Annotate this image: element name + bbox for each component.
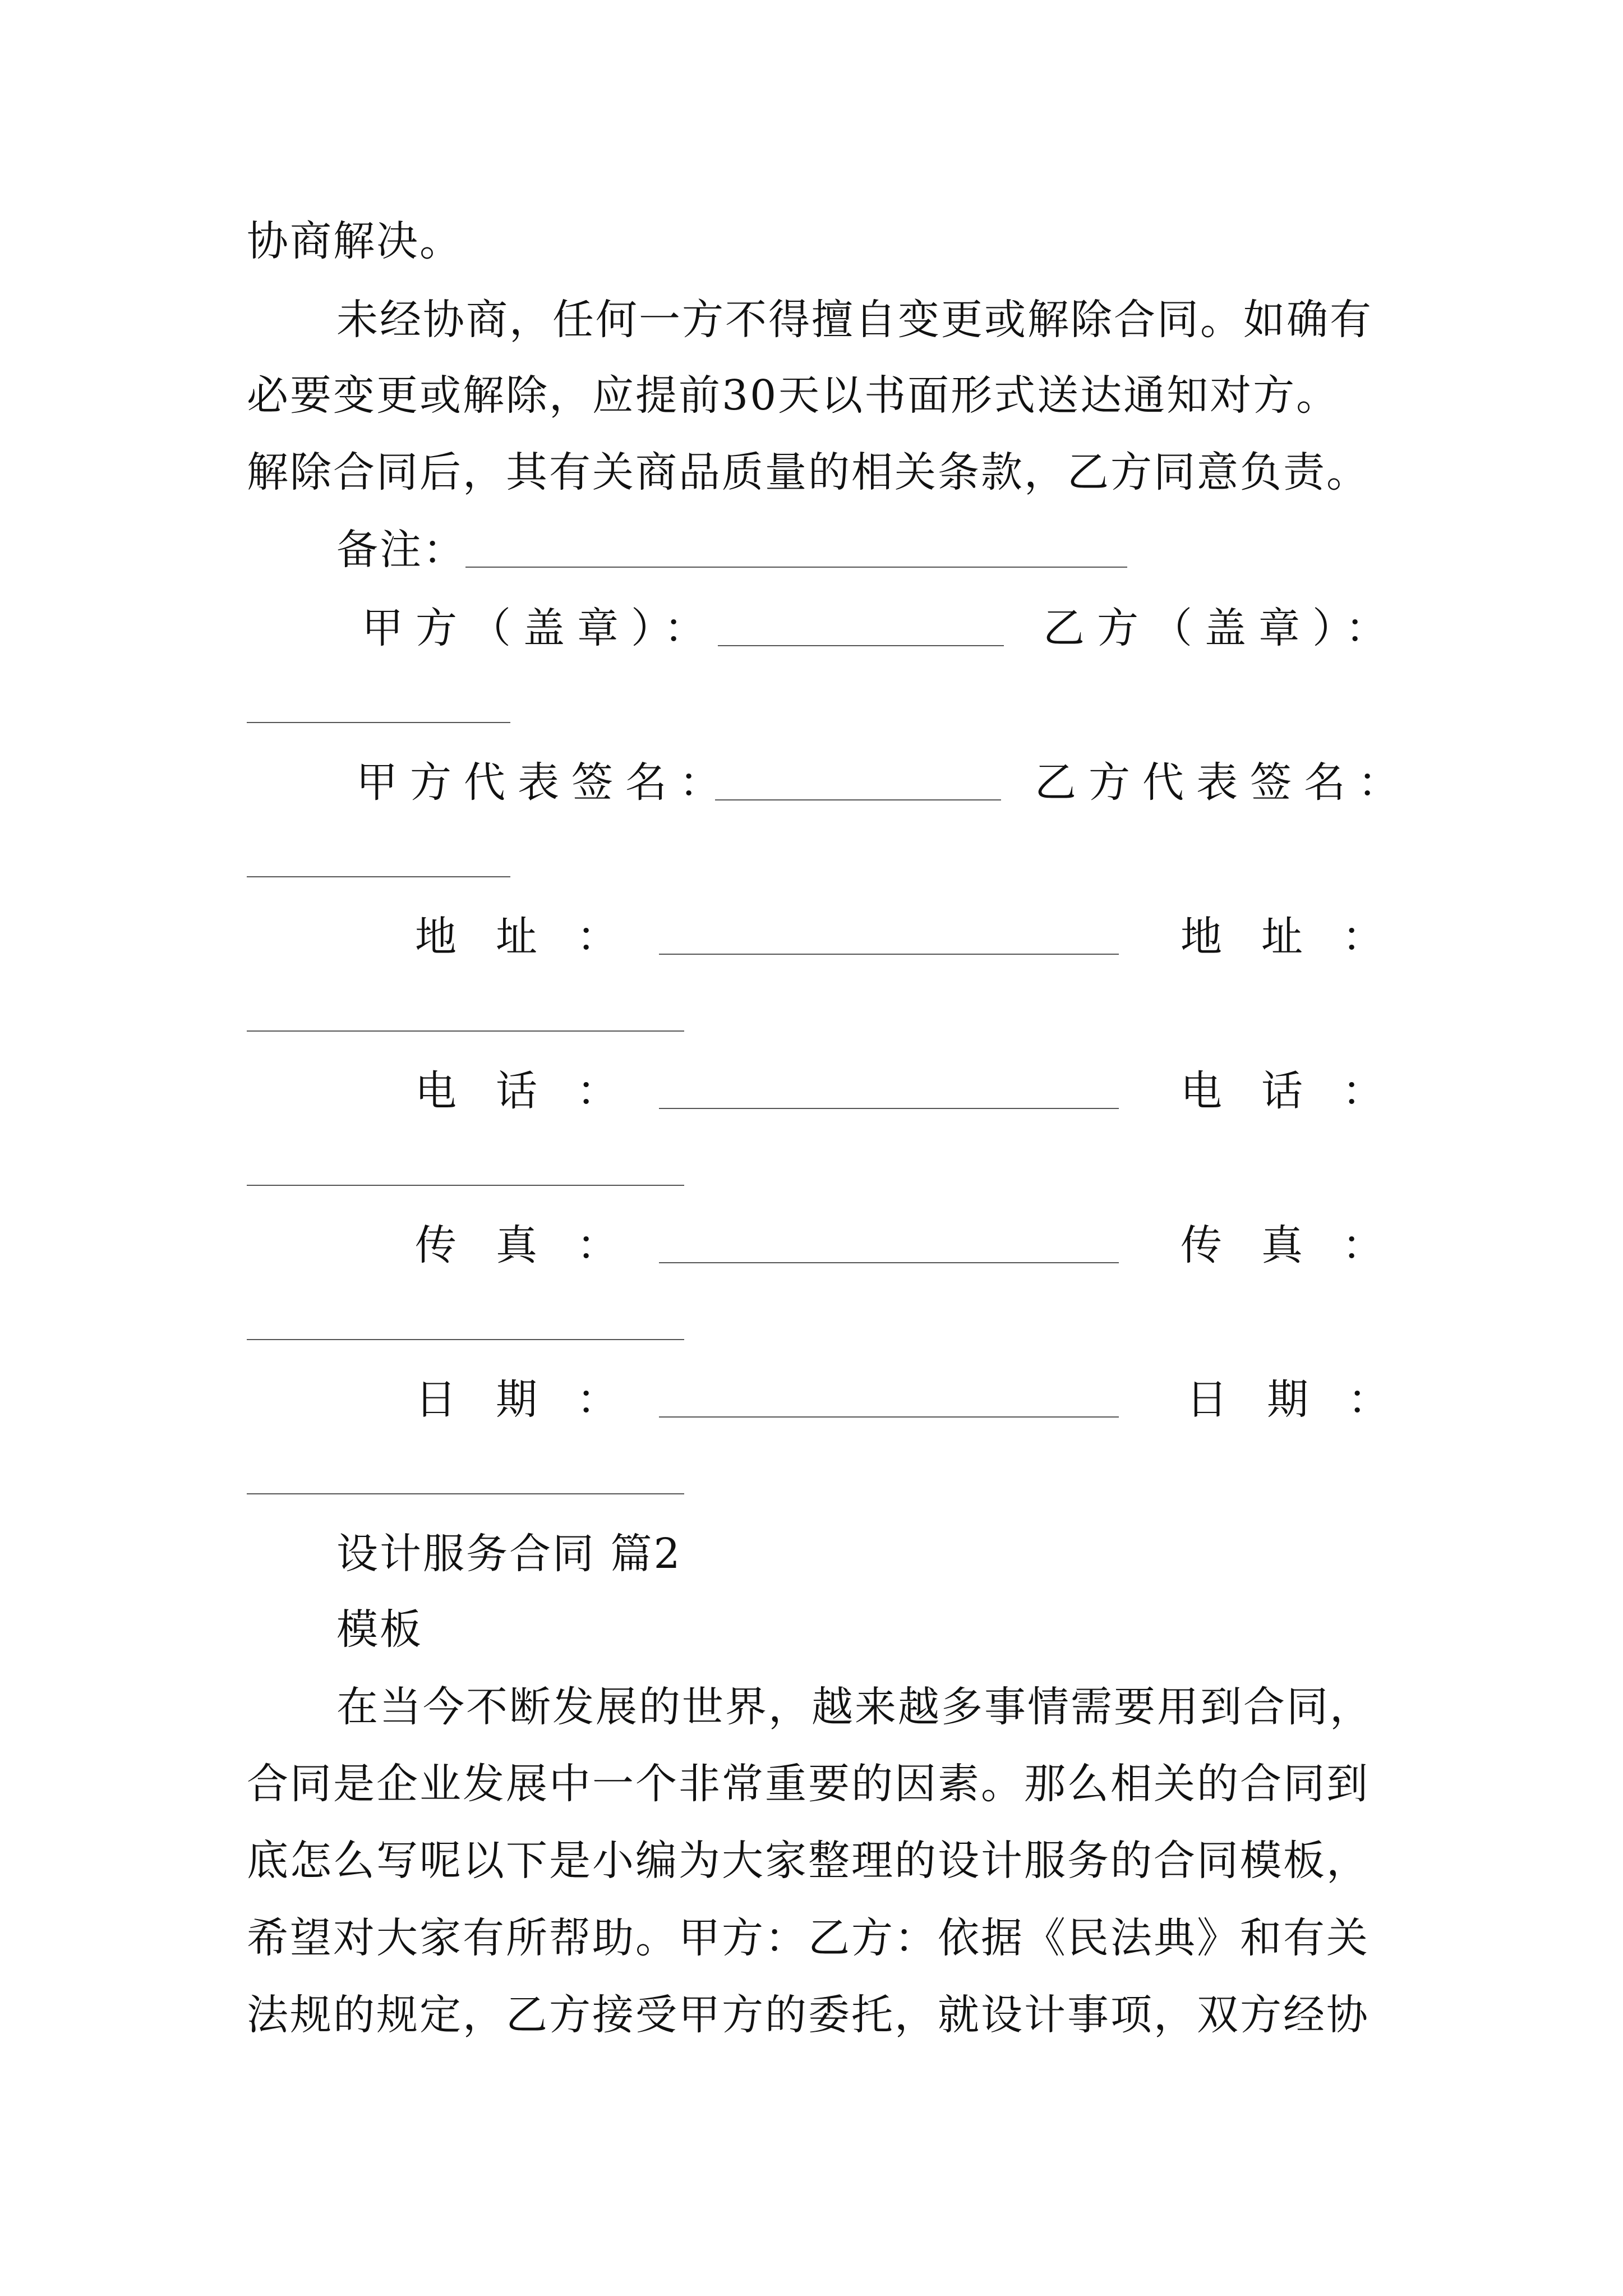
remarks-blank-line xyxy=(465,567,1127,568)
party-a-date-blank-line xyxy=(659,1416,1119,1418)
section-heading: 设计服务合同 篇2 xyxy=(336,1530,682,1578)
party-b-rep-blank-line xyxy=(247,876,510,877)
party-a-phone-label: 电话： xyxy=(415,1067,657,1115)
party-a-address-label: 地址： xyxy=(415,913,657,961)
paragraph-text: 希望对大家有所帮助。甲方：乙方：依据《民法典》和有关 xyxy=(247,1914,1370,1962)
paragraph-text: 在当今不断发展的世界，越来越多事情需要用到合同， xyxy=(336,1683,1373,1731)
paragraph-text: 必要变更或解除，应提前30天以书面形式送达通知对方。 xyxy=(247,371,1340,420)
party-a-phone-blank-line xyxy=(659,1108,1119,1109)
party-a-rep-blank-line xyxy=(715,799,1001,800)
party-a-rep-label: 甲方代表签名： xyxy=(356,758,733,807)
party-b-address-label: 地址： xyxy=(1181,913,1423,961)
party-a-seal-label: 甲方（盖章）： xyxy=(362,604,718,652)
party-a-fax-blank-line xyxy=(659,1262,1119,1263)
paragraph-text: 底怎么写呢以下是小编为大家整理的设计服务的合同模板， xyxy=(247,1837,1370,1885)
party-b-seal-label: 乙方（盖章）： xyxy=(1043,604,1399,652)
party-b-phone-label: 电话： xyxy=(1181,1067,1423,1115)
paragraph-text: 解除合同后，其有关商品质量的相关条款，乙方同意负责。 xyxy=(247,448,1370,496)
party-b-seal-blank-line xyxy=(247,722,510,723)
party-a-seal-blank-line xyxy=(718,645,1004,646)
remarks-label: 备注： xyxy=(336,526,466,574)
section-subheading: 模板 xyxy=(336,1605,423,1654)
paragraph-text: 合同是企业发展中一个非常重要的因素。那么相关的合同到 xyxy=(247,1760,1370,1808)
paragraph-text: 法规的规定，乙方接受甲方的委托，就设计事项，双方经协 xyxy=(247,1991,1370,2039)
party-a-address-blank-line xyxy=(659,954,1119,955)
party-b-date-blank-line xyxy=(247,1493,684,1494)
party-b-fax-blank-line xyxy=(247,1339,684,1340)
paragraph-text: 未经协商，任何一方不得擅自变更或解除合同。如确有 xyxy=(336,296,1373,344)
party-b-address-blank-line xyxy=(247,1030,684,1032)
paragraph-text: 协商解决。 xyxy=(247,217,463,265)
party-b-fax-label: 传真： xyxy=(1181,1221,1423,1269)
party-a-date-label: 日期： xyxy=(415,1375,657,1424)
party-b-phone-blank-line xyxy=(247,1185,684,1186)
party-b-rep-label: 乙方代表签名： xyxy=(1035,758,1412,807)
party-a-fax-label: 传真： xyxy=(415,1221,657,1269)
party-b-date-label: 日期： xyxy=(1186,1375,1428,1424)
